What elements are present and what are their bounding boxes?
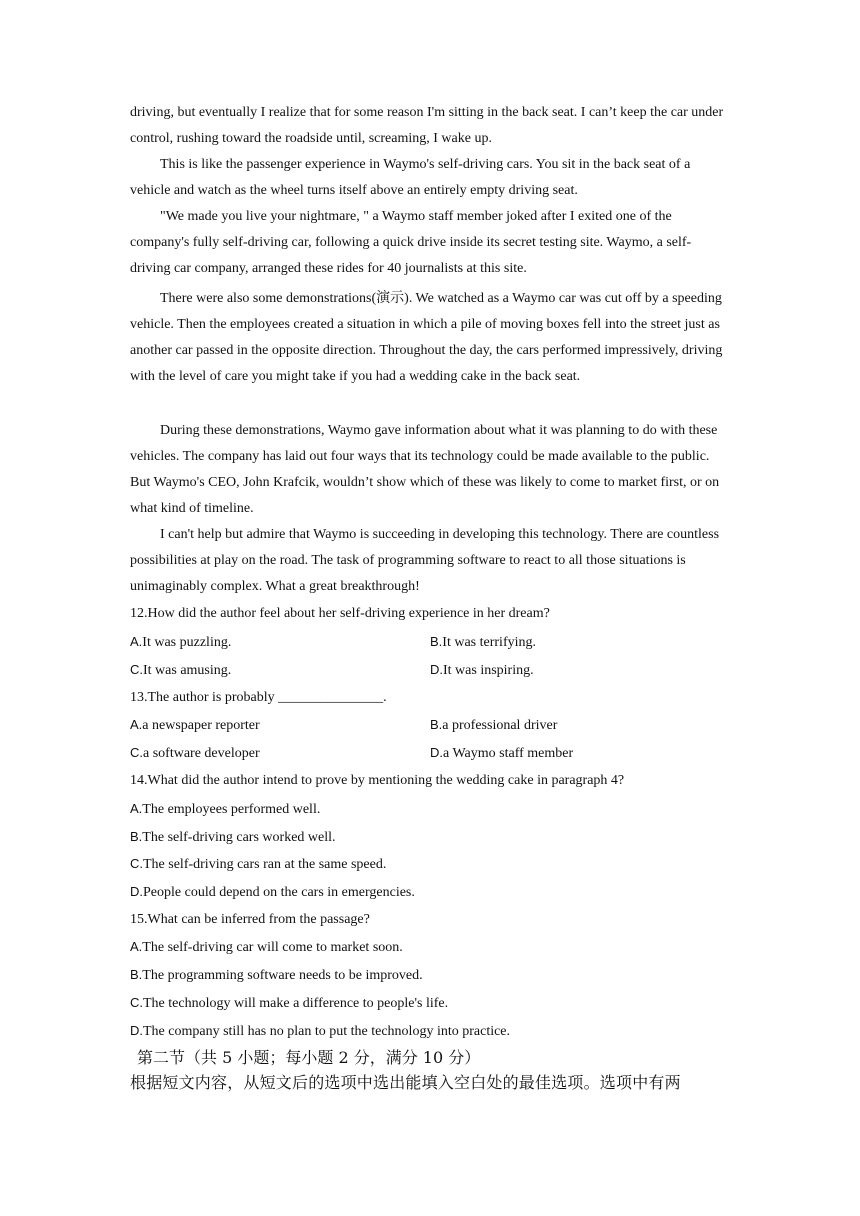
option-letter: B. — [430, 634, 443, 649]
option-text: It was puzzling. — [142, 635, 232, 650]
question-14-stem: 14.What did the author intend to prove by mentioning the wedding cake in paragraph 4? — [130, 773, 625, 788]
option-letter: B. — [130, 829, 143, 844]
option-letter: D. — [130, 1023, 143, 1038]
option-letter: B. — [130, 967, 143, 982]
question-12-option-d[interactable] — [430, 660, 534, 681]
passage-paragraph-5: During these demonstrations, Waymo gave information about what it was planning to do with these vehicles. The company has laid out four ways that its technology could be made available to the public. But Waymo's CEO, John Krafcik, wouldn’t show which of these was likely to come to market first, or on what kind of timeline. — [130, 423, 720, 516]
option-text: The technology will make a difference to people's life. — [143, 996, 449, 1011]
passage-paragraph-3: "We made you live your nightmare, " a Waymo staff member joked after I exited one of the company's fully self-driving car, following a quick drive inside its secret testing site. Waymo, a self-driving car company, arranged these rides for 40 journalists at this site. — [130, 209, 692, 276]
question-12-option-a[interactable] — [130, 632, 231, 653]
question-15-option-d[interactable] — [130, 1021, 510, 1042]
option-text: The self-driving cars ran at the same speed. — [143, 857, 387, 872]
option-text: a newspaper reporter — [142, 718, 260, 733]
option-letter: A. — [130, 801, 143, 816]
option-letter: A. — [130, 717, 143, 732]
option-text: It was amusing. — [143, 663, 232, 678]
question-12-option-b[interactable] — [430, 632, 536, 653]
option-letter: D. — [430, 745, 443, 760]
option-text: The programming software needs to be improved. — [142, 968, 423, 983]
question-13-option-c[interactable] — [130, 743, 260, 764]
option-letter: A. — [130, 634, 143, 649]
passage-paragraph-6: I can't help but admire that Waymo is succeeding in developing this technology. There are countless possibilities at play on the road. The task of programming software to react to all those situations is unimaginably complex. What a great breakthrough! — [130, 527, 720, 594]
question-14-option-a[interactable] — [130, 799, 320, 820]
passage-paragraph-1: driving, but eventually I realize that for some reason I'm sitting in the back seat. I can’t keep the car under control, rushing toward the roadside until, screaming, I wake up. — [130, 105, 724, 146]
question-13-option-b[interactable] — [430, 715, 557, 736]
section-2-instruction: 根据短文内容，从短文后的选项中选出能填入空白处的最佳选项。选项中有两 — [130, 1073, 681, 1092]
question-15-option-a[interactable] — [130, 937, 403, 958]
option-letter: D. — [430, 662, 443, 677]
option-letter: D. — [130, 884, 143, 899]
option-text: People could depend on the cars in emergencies. — [143, 885, 415, 900]
passage-paragraph-2: This is like the passenger experience in Waymo's self-driving cars. You sit in the back seat of a vehicle and watch as the wheel turns itself above an entirely empty driving seat. — [130, 157, 691, 198]
option-text: It was inspiring. — [443, 663, 534, 678]
question-14-option-b[interactable] — [130, 827, 336, 848]
option-text: The self-driving cars worked well. — [142, 830, 336, 845]
question-15-option-c[interactable] — [130, 993, 448, 1014]
question-15-stem: 15.What can be inferred from the passage? — [130, 912, 370, 927]
section-2-heading: 第二节（共 5 小题；每小题 2 分，满分 10 分） — [137, 1048, 481, 1067]
option-letter: C. — [130, 856, 143, 871]
option-letter: B. — [430, 717, 443, 732]
question-12-stem: 12.How did the author feel about her self-driving experience in her dream? — [130, 606, 550, 621]
question-13-stem: 13.The author is probably _______________. — [130, 690, 387, 705]
question-13-option-d[interactable] — [430, 743, 573, 764]
option-letter: C. — [130, 662, 143, 677]
option-text: a Waymo staff member — [443, 746, 574, 761]
passage-paragraph-4: There were also some demonstrations(演示). We watched as a Waymo car was cut off by a speeding vehicle. Then the employees created a situation in which a pile of moving boxes fell into the street just as another car passed in the opposite direction. Throughout the day, the cars performed impressively, driving with the level of care you might take if you had a wedding cake in the back seat. — [130, 291, 723, 384]
question-14-option-d[interactable] — [130, 882, 415, 903]
question-12-option-c[interactable] — [130, 660, 231, 681]
option-letter: A. — [130, 939, 143, 954]
question-13-option-a[interactable] — [130, 715, 260, 736]
option-letter: C. — [130, 745, 143, 760]
option-text: The self-driving car will come to market soon. — [142, 940, 403, 955]
option-text: a professional driver — [442, 718, 558, 733]
option-text: The employees performed well. — [142, 802, 321, 817]
option-text: The company still has no plan to put the technology into practice. — [143, 1024, 511, 1039]
question-15-option-b[interactable] — [130, 965, 423, 986]
option-letter: C. — [130, 995, 143, 1010]
option-text: a software developer — [143, 746, 260, 761]
question-14-option-c[interactable] — [130, 854, 386, 875]
option-text: It was terrifying. — [442, 635, 536, 650]
